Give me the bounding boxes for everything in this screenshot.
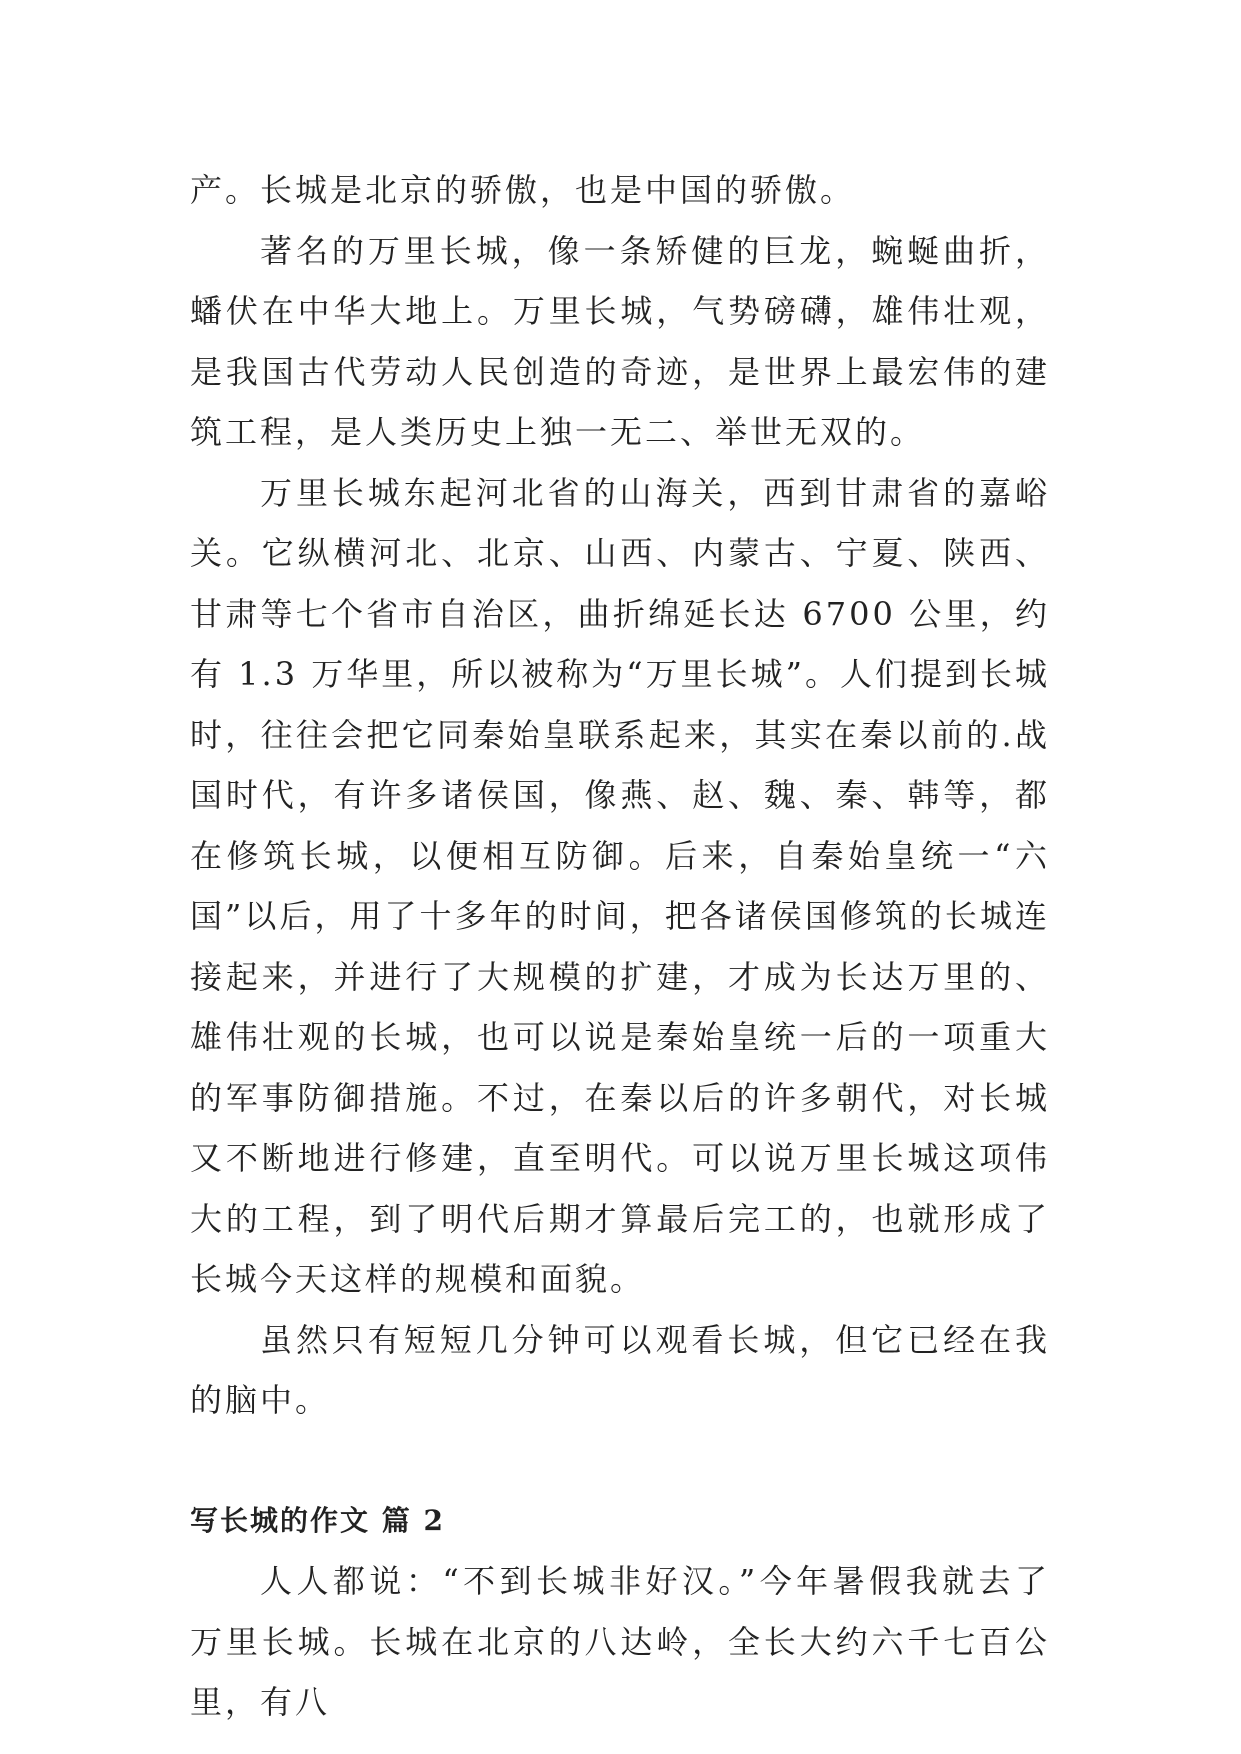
section-title: 写长城的作文 篇 2 — [190, 1503, 445, 1537]
paragraph: 产。长城是北京的骄傲，也是中国的骄傲。 — [190, 171, 856, 209]
paragraph: 万里长城东起河北省的山海关，西到甘肃省的嘉峪关。它纵横河北、北京、山西、内蒙古、宁夏、陕西、甘肃等七个省市自治区，曲折绵延长达 6700 公里，约有 1.3 万华里，所以被称为“万里长城”。人们提到长城时，往往会把它同秦始皇联系起来，其实在秦以前的.战国时代，有许多诸侯国，像燕、赵、魏、秦、韩等，都在修筑长城，以便相互防御。后来，自秦始皇统一“六国”以后，用了十多年的时间，把各诸侯国修筑的长城连接起来，并进行了大规模的扩建，才成为长达万里的、雄伟壮观的长城，也可以说是秦始皇统一后的一项重大的军事防御措施。不过，在秦以后的许多朝代，对长城又不断地进行修建，直至明代。可以说万里长城这项伟大的工程，到了明代后期才算最后完工的，也就形成了长城今天这样的规模和面貌。 — [190, 473, 1050, 1298]
paragraph: 虽然只有短短几分钟可以观看长城，但它已经在我的脑中。 — [190, 1320, 1050, 1419]
paragraph: 著名的万里长城，像一条矫健的巨龙，蜿蜒曲折，蟠伏在中华大地上。万里长城，气势磅礴，雄伟壮观，是我国古代劳动人民创造的奇迹，是世界上最宏伟的建筑工程，是人类历史上独一无二、举世无双的。 — [190, 231, 1050, 451]
paragraph: 人人都说：“不到长城非好汉。”今年暑假我就去了万里长城。长城在北京的八达岭，全长大约六千七百公里，有八 — [190, 1562, 1050, 1721]
document-body — [190, 160, 1050, 1733]
